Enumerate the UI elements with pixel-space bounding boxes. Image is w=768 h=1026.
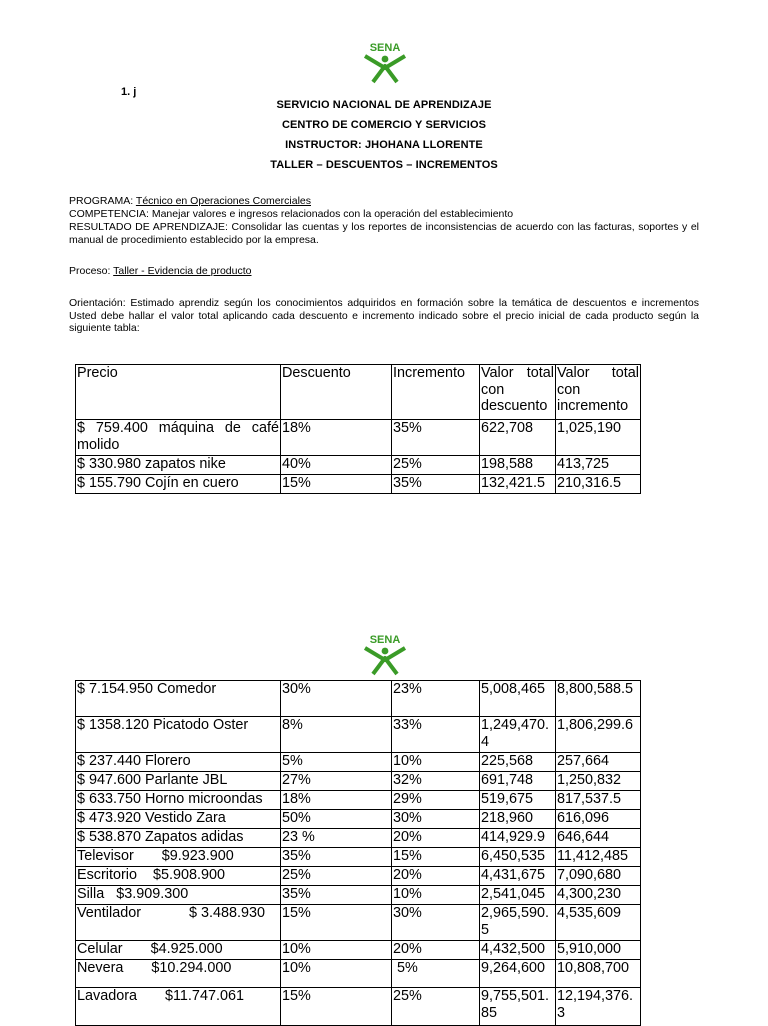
sena-logo [359,38,411,84]
cell-valor-descuento: 9,755,501.85 [480,988,556,1026]
table-header-row [76,365,641,420]
cell-valor-incremento: 210,316.5 [556,475,641,494]
table-row [76,905,641,941]
table-row [76,791,641,810]
cell-valor-incremento: 7,090,680 [556,867,641,886]
cell-incremento: 29% [392,791,480,810]
cell-precio: Escritorio $5.908.900 [76,867,281,886]
table-row [76,681,641,717]
cell-precio: $ 947.600 Parlante JBL [76,772,281,791]
cell-valor-descuento: 5,008,465 [480,681,556,717]
sena-logo [359,630,411,676]
header-precio: Precio [76,365,281,420]
table-row [76,772,641,791]
header-valor-incremento: Valor total con incremento [556,365,641,420]
cell-precio: $ 538.870 Zapatos adidas [76,829,281,848]
cell-precio: Nevera $10.294.000 [76,960,281,988]
cell-valor-incremento: 8,800,588.5 [556,681,641,717]
cell-valor-descuento: 198,588 [480,456,556,475]
cell-valor-incremento: 1,250,832 [556,772,641,791]
cell-descuento: 27% [281,772,392,791]
cell-descuento: 35% [281,848,392,867]
cell-valor-incremento: 12,194,376.3 [556,988,641,1026]
cell-incremento: 33% [392,717,480,753]
resultado [69,221,699,246]
table-row [76,941,641,960]
cell-precio: $ 759.400 máquina de café molido [76,420,281,456]
sena-logo-text: SENA [369,634,401,646]
cell-descuento: 18% [281,791,392,810]
cell-valor-incremento: 5,910,000 [556,941,641,960]
header-valor-descuento: Valor total con descuento [480,365,556,420]
cell-valor-descuento: 6,450,535 [480,848,556,867]
proceso-value: Taller - Evidencia de producto [113,265,252,277]
cell-valor-descuento: 2,541,045 [480,886,556,905]
cell-descuento: 23 % [281,829,392,848]
cell-incremento: 20% [392,867,480,886]
cell-precio: Ventilador $ 3.488.930 [76,905,281,941]
programa-label: PROGRAMA: [69,195,136,207]
cell-valor-incremento: 257,664 [556,753,641,772]
table-row [76,867,641,886]
cell-valor-descuento: 1,249,470.4 [480,717,556,753]
resultado-value: Consolidar las cuentas y los reportes de inconsistencias de acuerdo con las facturas, soportes y el manual de procedimiento establecido por la empresa. [69,221,699,246]
cell-valor-descuento: 218,960 [480,810,556,829]
cell-descuento: 8% [281,717,392,753]
cell-incremento: 10% [392,886,480,905]
header-line-3: INSTRUCTOR: JHOHANA LLORENTE [285,139,483,151]
cell-incremento: 10% [392,753,480,772]
orientacion: Orientación: Estimado aprendiz según los conocimientos adquiridos en formación sobre la temática de descuentos e incrementos Usted debe hallar el valor total aplicando cada descuento e incremento indicado sobre el precio inicial de cada producto según la siguiente tabla: [69,297,699,334]
cell-descuento: 50% [281,810,392,829]
cell-valor-incremento: 1,025,190 [556,420,641,456]
header-line-2: CENTRO DE COMERCIO Y SERVICIOS [281,119,487,131]
cell-incremento: 20% [392,829,480,848]
cell-valor-descuento: 9,264,600 [480,960,556,988]
resultado-label: RESULTADO DE APRENDIZAJE: [69,221,232,233]
programa [69,195,699,208]
cell-precio: Televisor $9.923.900 [76,848,281,867]
table-row [76,810,641,829]
table-2 [75,680,641,1026]
cell-valor-descuento: 414,929.9 [480,829,556,848]
cell-valor-incremento: 10,808,700 [556,960,641,988]
cell-descuento: 15% [281,905,392,941]
cell-valor-incremento: 646,644 [556,829,641,848]
cell-descuento: 5% [281,753,392,772]
cell-precio: Lavadora $11.747.061 [76,988,281,1026]
cell-valor-incremento: 413,725 [556,456,641,475]
cell-incremento: 35% [392,475,480,494]
cell-descuento: 10% [281,941,392,960]
cell-precio: Silla $3.909.300 [76,886,281,905]
cell-precio: $ 473.920 Vestido Zara [76,810,281,829]
table-row [76,753,641,772]
cell-incremento: 25% [392,456,480,475]
cell-incremento: 30% [392,905,480,941]
competencia-label: COMPETENCIA: [69,208,152,220]
table-1 [75,364,641,494]
proceso [69,265,699,278]
cell-valor-incremento: 4,535,609 [556,905,641,941]
cell-valor-descuento: 225,568 [480,753,556,772]
cell-valor-incremento: 4,300,230 [556,886,641,905]
table-row [76,420,641,456]
header-line-4: TALLER – DESCUENTOS – INCREMENTOS [270,159,498,171]
programa-value: Técnico en Operaciones Comerciales [135,195,311,207]
cell-valor-descuento: 691,748 [480,772,556,791]
cell-descuento: 35% [281,886,392,905]
cell-valor-descuento: 622,708 [480,420,556,456]
table-row [76,456,641,475]
cell-descuento: 15% [281,988,392,1026]
header-descuento: Descuento [281,365,392,420]
table-row [76,829,641,848]
table-row [76,988,641,1026]
cell-incremento: 32% [392,772,480,791]
header-incremento: Incremento [392,365,480,420]
cell-incremento: 30% [392,810,480,829]
cell-precio: $ 155.790 Cojín en cuero [76,475,281,494]
cell-descuento: 25% [281,867,392,886]
sena-logo-text: SENA [369,42,401,54]
cell-incremento: 5% [392,960,480,988]
header-line-1: SERVICIO NACIONAL DE APRENDIZAJE [276,99,492,111]
cell-descuento: 18% [281,420,392,456]
cell-precio: $ 237.440 Florero [76,753,281,772]
cell-valor-descuento: 4,432,500 [480,941,556,960]
cell-valor-incremento: 1,806,299.6 [556,717,641,753]
cell-descuento: 40% [281,456,392,475]
cell-valor-descuento: 2,965,590.5 [480,905,556,941]
table-row [76,848,641,867]
cell-incremento: 15% [392,848,480,867]
cell-descuento: 30% [281,681,392,717]
proceso-label: Proceso: [69,265,114,277]
cell-precio: Celular $4.925.000 [76,941,281,960]
table-row [76,475,641,494]
cell-incremento: 35% [392,420,480,456]
cell-precio: $ 330.980 zapatos nike [76,456,281,475]
cell-incremento: 25% [392,988,480,1026]
cell-precio: $ 7.154.950 Comedor [76,681,281,717]
cell-valor-incremento: 817,537.5 [556,791,641,810]
cell-precio: $ 1358.120 Picatodo Oster [76,717,281,753]
competencia-value: Manejar valores e ingresos relacionados con la operación del establecimiento [151,208,514,220]
cell-precio: $ 633.750 Horno microondas [76,791,281,810]
table-row [76,886,641,905]
cell-descuento: 15% [281,475,392,494]
cell-valor-incremento: 616,096 [556,810,641,829]
table-row [76,960,641,988]
cell-valor-incremento: 11,412,485 [556,848,641,867]
cell-valor-descuento: 519,675 [480,791,556,810]
cell-incremento: 23% [392,681,480,717]
cell-incremento: 20% [392,941,480,960]
cell-valor-descuento: 4,431,675 [480,867,556,886]
cell-descuento: 10% [281,960,392,988]
table-row [76,717,641,753]
competencia [69,208,699,221]
list-marker: 1. j [121,86,137,98]
cell-valor-descuento: 132,421.5 [480,475,556,494]
